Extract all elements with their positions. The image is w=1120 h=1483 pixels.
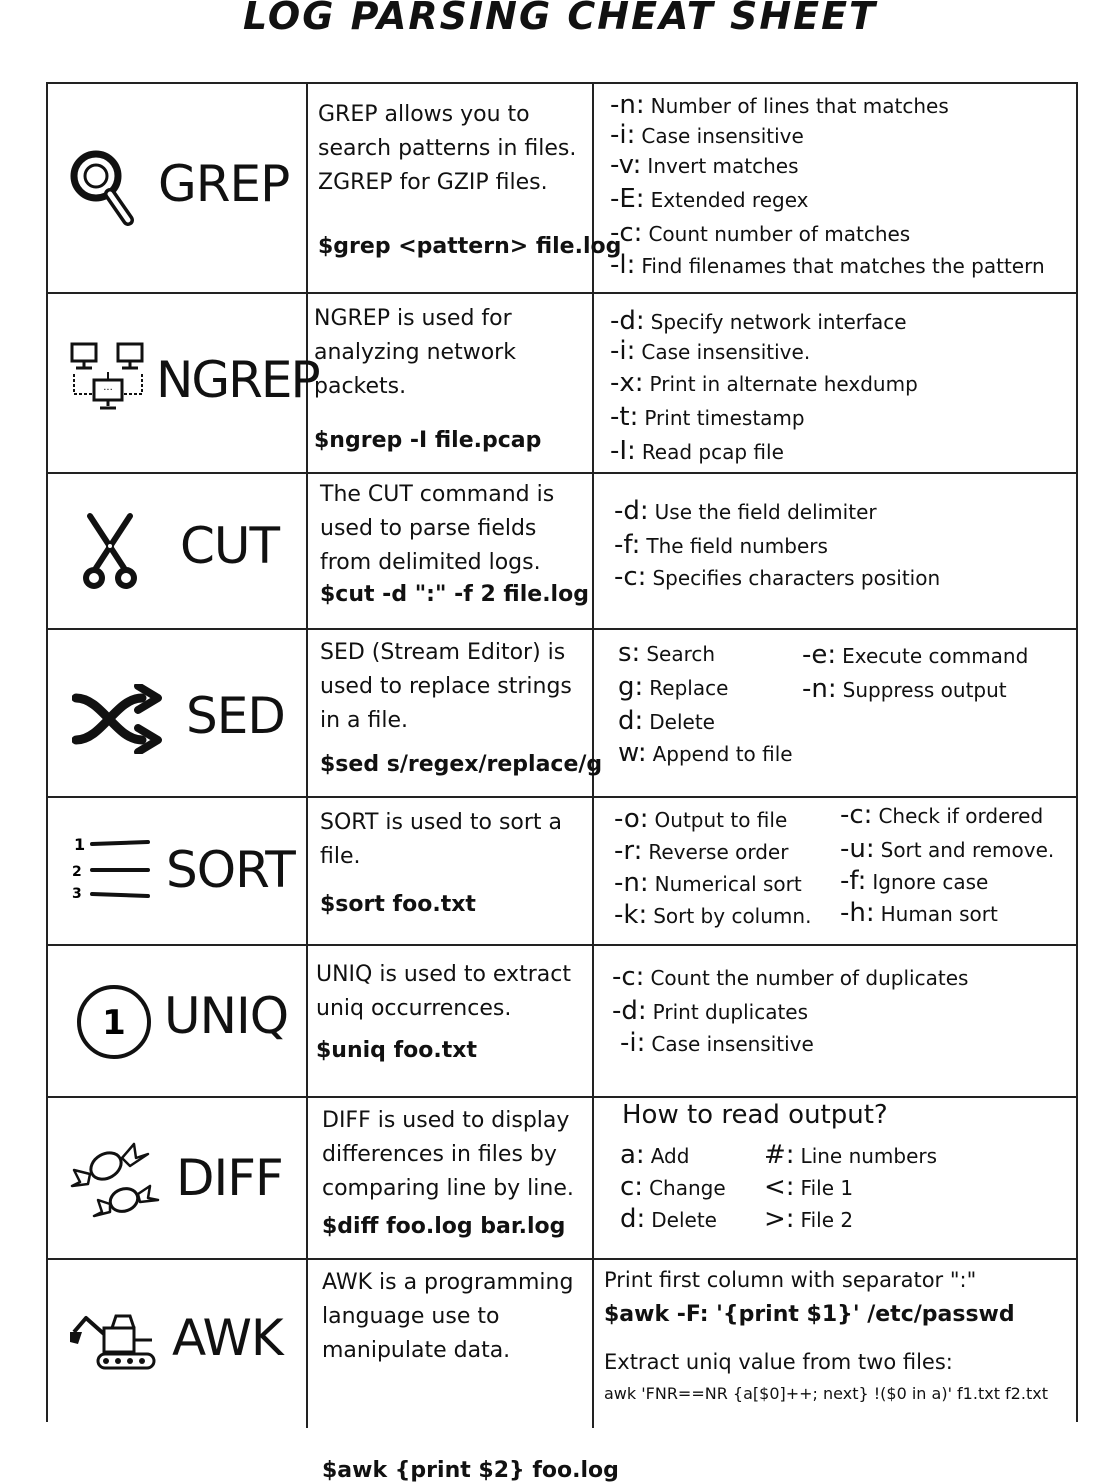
options-cell <box>594 1096 1076 1258</box>
option-item: <: File 1 <box>764 1172 854 1202</box>
list-number: 1 <box>74 835 86 854</box>
option-item: -f: Ignore case <box>840 866 989 896</box>
option-item: -h: Human sort <box>840 898 998 928</box>
option-item: -i: Case insensitive. <box>610 336 811 366</box>
tool-command: $cut -d ":" -f 2 file.log <box>320 582 589 607</box>
tool-command: $diff foo.log bar.log <box>322 1214 566 1239</box>
options-cell <box>594 628 1076 796</box>
option-item: -n: Number of lines that matches <box>610 90 949 120</box>
description-cell <box>308 292 594 472</box>
option-item: w: Append to file <box>618 738 793 768</box>
option-item: -i: Case insensitive <box>620 1028 814 1058</box>
option-description: Print first column with separator ":" <box>604 1268 977 1292</box>
option-item: -c: Count the number of duplicates <box>612 962 969 992</box>
numbered-list-icon <box>70 832 152 910</box>
description-cell <box>308 796 594 944</box>
tool-name: AWK <box>172 1309 283 1367</box>
tool-name: UNIQ <box>164 987 289 1045</box>
circled-one-icon <box>74 982 154 1062</box>
option-item: -t: Print timestamp <box>610 402 805 432</box>
tool-cell <box>48 1258 308 1428</box>
tool-description: SORT is used to sort a file. <box>320 810 563 869</box>
options-cell <box>594 292 1076 472</box>
option-item: g: Replace <box>618 672 729 702</box>
network-icon <box>68 340 148 420</box>
tool-name: SORT <box>166 841 295 899</box>
tool-command: $sort foo.txt <box>320 892 476 917</box>
tool-name: GREP <box>158 155 290 213</box>
option-item: -c: Check if ordered <box>840 800 1044 830</box>
option-item: #: Line numbers <box>764 1140 938 1170</box>
description-cell <box>308 1258 619 1483</box>
options-cell <box>594 796 1076 944</box>
table-row <box>48 292 1076 474</box>
tool-command: $awk {print $2} foo.log <box>322 1458 619 1483</box>
option-item: c: Change <box>620 1172 726 1202</box>
table-row <box>48 472 1076 630</box>
scissors-icon <box>80 510 140 594</box>
tool-command: $grep <pattern> file.log <box>318 234 622 259</box>
excavator-icon <box>68 1308 160 1374</box>
tool-cell <box>48 628 308 796</box>
option-command: awk 'FNR==NR {a[$0]++; next} !($0 in a)' f1.txt f2.txt <box>604 1384 1048 1403</box>
svg-text:···: ··· <box>103 385 113 396</box>
option-item: -u: Sort and remove. <box>840 834 1055 864</box>
tool-name: SED <box>186 687 285 745</box>
options-cell <box>594 84 1076 292</box>
tool-description: DIFF is used to display differences in files by comparing line by line. <box>322 1108 574 1201</box>
tool-cell <box>48 944 308 1096</box>
table-row <box>48 796 1076 946</box>
tool-command: $ngrep -I file.pcap <box>314 428 542 453</box>
shuffle-icon <box>72 684 164 754</box>
option-item: -n: Suppress output <box>802 674 1007 704</box>
option-item: d: Delete <box>620 1204 717 1234</box>
tool-description: The CUT command is used to parse fields from delimited logs. <box>320 482 555 575</box>
option-item: -r: Reverse order <box>614 836 789 866</box>
description-cell <box>308 1096 594 1258</box>
tool-description: UNIQ is used to extract uniq occurrences. <box>316 962 571 1021</box>
icon-label: 1 <box>102 1003 126 1043</box>
description-cell <box>308 944 594 1096</box>
option-item: -c: Specifies characters position <box>614 562 941 592</box>
option-item: -d: Print duplicates <box>612 996 809 1026</box>
description-cell <box>308 84 622 292</box>
table-row <box>48 628 1076 798</box>
option-item: -n: Numerical sort <box>614 868 802 898</box>
tool-description: AWK is a programming language use to manipulate data. <box>322 1270 574 1363</box>
cheat-sheet-table <box>46 82 1078 1483</box>
tool-name: DIFF <box>176 1149 283 1207</box>
tool-name: NGREP <box>156 351 319 409</box>
description-cell <box>308 472 594 628</box>
magnifier-icon <box>70 148 136 228</box>
option-item: -d: Use the field delimiter <box>614 496 877 526</box>
option-item: -i: Case insensitive <box>610 120 804 150</box>
tool-cell <box>48 1096 308 1258</box>
description-cell <box>308 628 603 796</box>
tool-cell <box>48 796 308 944</box>
option-item: -d: Specify network interface <box>610 306 907 336</box>
tool-cell <box>48 292 319 472</box>
list-number: 3 <box>72 886 82 902</box>
options-cell <box>594 944 1076 1096</box>
option-item: d: Delete <box>618 706 715 736</box>
table-row <box>48 84 1076 294</box>
tool-name: CUT <box>180 517 280 575</box>
tool-cell <box>48 472 308 628</box>
tool-cell <box>48 84 308 292</box>
option-item: -x: Print in alternate hexdump <box>610 368 918 398</box>
option-item: -o: Output to file <box>614 804 788 834</box>
tool-description: NGREP is used for analyzing network packets. <box>314 306 516 399</box>
option-item: -e: Execute command <box>802 640 1029 670</box>
option-item: a: Add <box>620 1140 690 1170</box>
table-row <box>48 1258 1076 1483</box>
option-item: -I: Read pcap file <box>610 436 784 466</box>
table-row <box>48 1096 1076 1260</box>
tool-description: SED (Stream Editor) is used to replace strings in a file. <box>320 640 572 733</box>
option-item: >: File 2 <box>764 1204 854 1234</box>
list-number: 2 <box>72 864 82 880</box>
tool-command: $sed s/regex/replace/g <box>320 752 603 777</box>
option-item: -k: Sort by column. <box>614 900 812 930</box>
tool-command: $uniq foo.txt <box>316 1038 477 1063</box>
option-item: -v: Invert matches <box>610 150 799 180</box>
tool-description: GREP allows you to search patterns in files. ZGREP for GZIP files. <box>318 102 577 195</box>
options-cell <box>594 472 1076 628</box>
option-item: -c: Count number of matches <box>610 218 911 248</box>
options-heading: How to read output? <box>622 1100 888 1130</box>
table-row <box>48 944 1076 1098</box>
option-command: $awk -F: '{print $1}' /etc/passwd <box>604 1302 1015 1327</box>
option-description: Extract uniq value from two files: <box>604 1350 953 1374</box>
options-cell <box>594 1258 1076 1428</box>
option-item: -E: Extended regex <box>610 184 809 214</box>
option-item: s: Search <box>618 638 716 668</box>
option-item: -f: The field numbers <box>614 530 828 560</box>
option-item: -l: Find filenames that matches the pattern <box>610 250 1045 280</box>
candies-icon <box>68 1130 160 1226</box>
page-title: LOG PARSING CHEAT SHEET <box>243 0 877 38</box>
